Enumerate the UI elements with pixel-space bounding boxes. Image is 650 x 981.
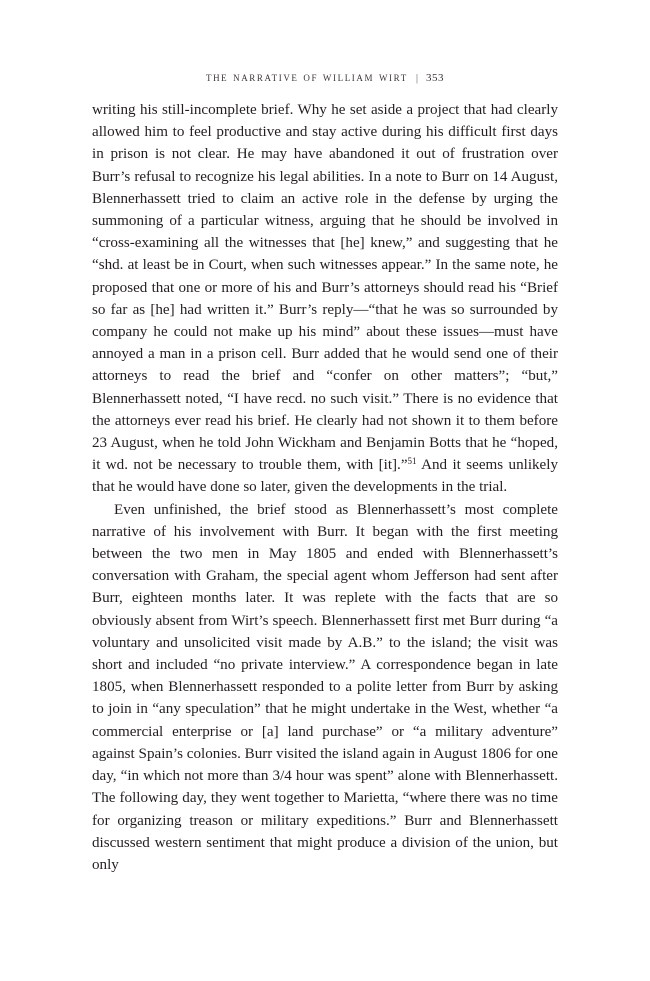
paragraph-text: writing his still-incomplete brief. Why he set aside a project that had clearly allowed him to feel productive and stay active during his difficult first days in prison is not clear. He may have abandoned it out of frustration over Burr’s refusal to recognize his legal abilities. In a note to Burr on 14 August, Blennerhassett tried to claim an active role in the defense by urging the summoning of a particular witness, arguing that he should be involved in “cross-examining all the witnesses that [he] knew,” and suggesting that he “shd. at least be in Court, when such witnesses appear.” In the same note, he proposed that one or more of his and Burr’s attorneys should read his “Brief so far as [he] had written it.” Burr’s reply—“that he was so surrounded by company he could not make up his mind” about these issues—must have annoyed a man in a prison cell. Burr added that he would send one of their attorneys to read the brief and “confer on other matters”; “but,” Blennerhassett noted, “I have recd. no such visit.” There is no evidence that the attorneys ever read his brief. He clearly had not shown it to them before 23 August, when he told John Wickham and Benjamin Botts that he “hoped, it wd. not be necessary to trouble them, with [it].”	[92, 102, 558, 474]
running-head	[0, 69, 650, 85]
page-number: 353	[426, 72, 445, 84]
running-head-separator: |	[415, 72, 419, 84]
paragraph	[92, 499, 558, 876]
paragraph-text: Even unfinished, the brief stood as Blennerhassett’s most complete narrative of his involvement with Burr. It began with the first meeting between the two men in May 1805 and ended with Blennerhassett’s conversation with Graham, the special agent whom Jefferson had sent after Burr, eighteen months later. It was replete with the facts that are so obviously absent from Wirt’s speech. Blennerhassett first met Burr during “a voluntary and unsolicited visit made by A.B.” to the island; the visit was short and included “no private interview.” A correspondence began in late 1805, when Blennerhassett responded to a polite letter from Burr by asking to join in “any speculation” that he might undertake in the West, whether “a commercial enterprise or [a] land purchase” or “a military adventure” against Spain’s colonies. Burr visited the island again in August 1806 for one day, “in which not more than 3/4 hour was spent” alone with Blennerhassett. The following day, they went together to Marietta, “where there was no time for organizing treason or military expeditions.” Burr and Blennerhassett discussed western sentiment that might produce a division of the union, but only	[92, 501, 558, 873]
paragraph-text: And it seems unlikely that he would have done so later, given the developments in the trial.	[92, 457, 558, 496]
footnote-marker: 51	[407, 456, 417, 467]
running-head-title: the narrative of william wirt	[205, 69, 408, 84]
paragraph	[92, 99, 558, 499]
body-text	[92, 99, 558, 876]
